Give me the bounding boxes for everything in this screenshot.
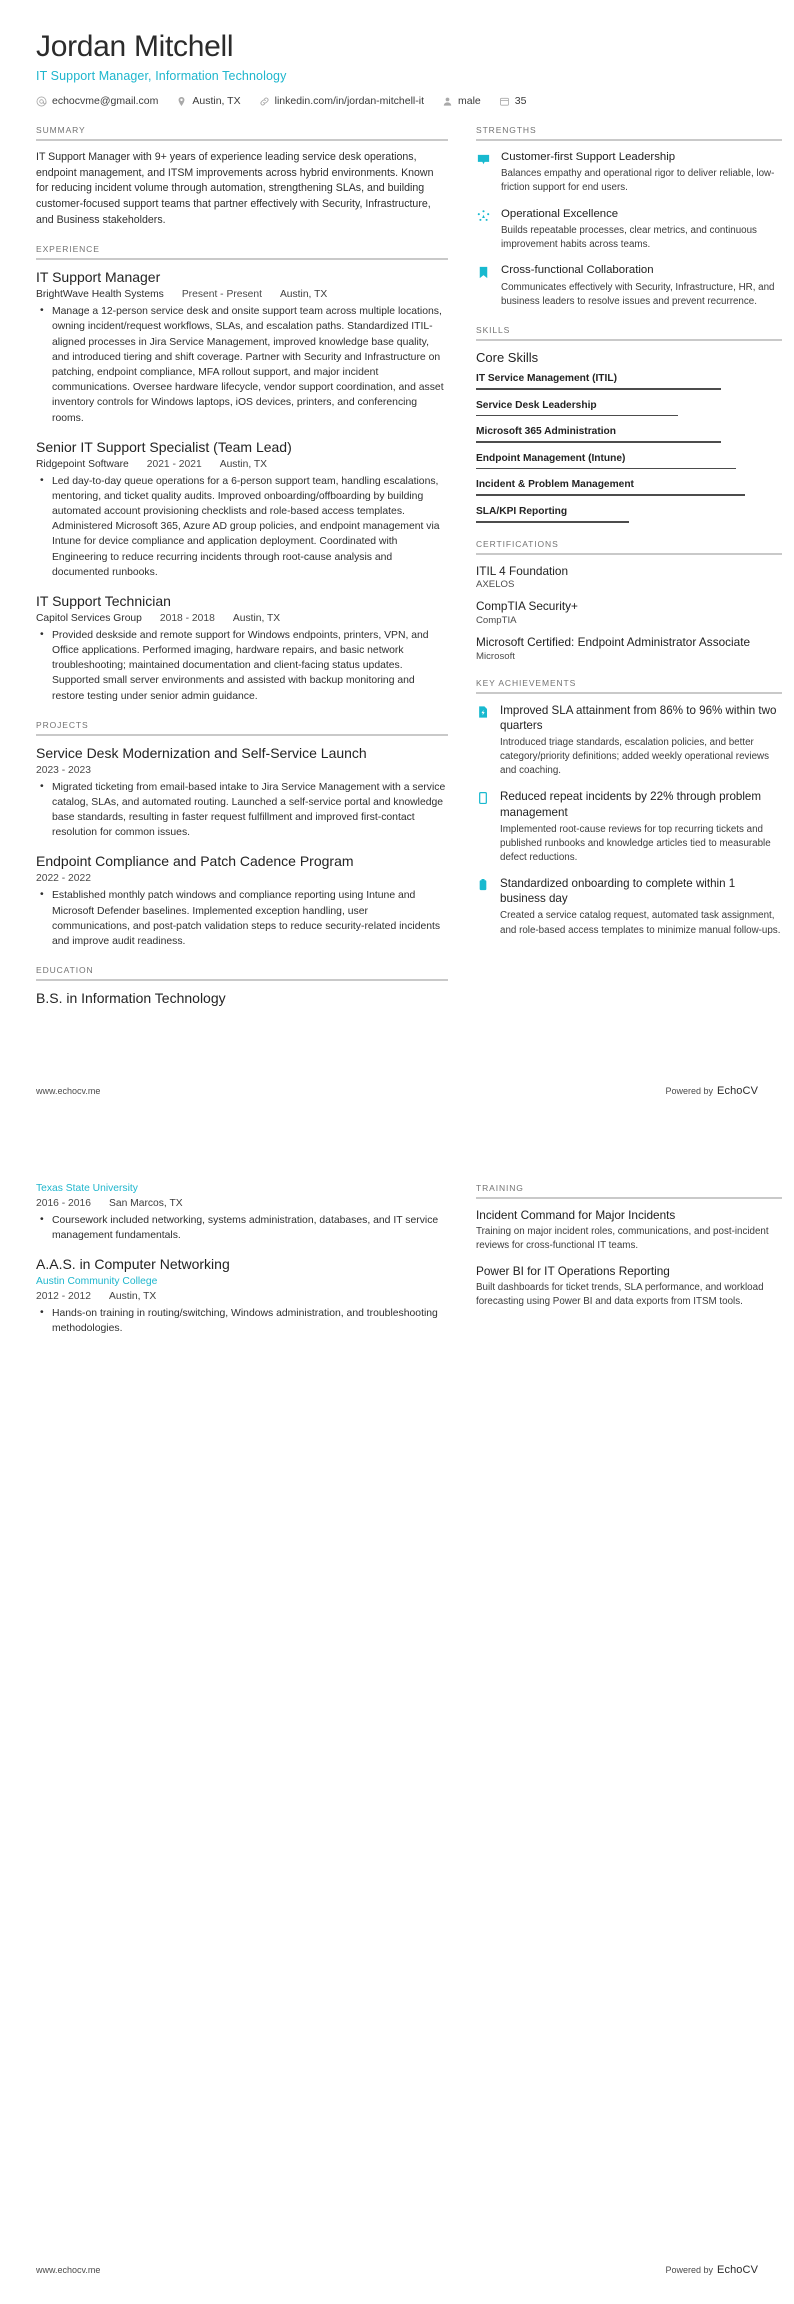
education-school: Austin Community College (36, 1276, 158, 1288)
section-training (476, 1183, 782, 1309)
achievement-desc: Created a service catalog request, automated task assignment, and role-based access templates to minimize manual follow-ups. (500, 910, 781, 936)
experience-dates: 2018 - 2018 (159, 612, 215, 624)
experience-bullets (36, 628, 448, 704)
skill-level-bar (476, 388, 721, 390)
certification-name: ITIL 4 Foundation (476, 563, 569, 578)
section-certifications (476, 539, 782, 662)
bullet-item: • Led day-to-day queue operations for a 6-person support team, handling escalations, mentoring, and ticket quality audits. Improved onboarding/offboarding by building automated account provisioning checklists and role-based access templates. Administered Microsoft 365, Azure AD group policies, and endpoint management via Intune for device compliance and application deployment. Coordinated with Engineering to reduce recurring incidents through root-cause analysis and documented runbooks. (50, 474, 448, 580)
clipboard-icon (476, 876, 490, 938)
contact-row (36, 95, 758, 107)
skill-level-bar (476, 494, 745, 496)
experience-entry (36, 269, 448, 425)
section-divider (36, 258, 448, 260)
education-meta (36, 1276, 448, 1287)
contact-email-text: echocvme@gmail.com (52, 95, 159, 107)
section-divider (36, 979, 448, 981)
project-dates: 2023 - 2023 (36, 764, 91, 776)
page-1-footer (36, 1085, 758, 1097)
strength-title: Operational Excellence (501, 207, 619, 220)
skill-item (476, 506, 782, 523)
email-icon (36, 96, 47, 107)
footer-website[interactable]: www.echocv.me (36, 1086, 101, 1096)
footer-website[interactable]: www.echocv.me (36, 2265, 101, 2275)
education-entry (36, 1256, 448, 1336)
training-item (476, 1208, 782, 1253)
education-bullets (36, 1213, 448, 1243)
candidate-name: Jordan Mitchell (36, 30, 234, 63)
experience-meta (36, 613, 448, 624)
footer-powered-by-label: Powered by (665, 1086, 714, 1096)
certification-name: CompTIA Security+ (476, 599, 578, 614)
bullet-item: • Migrated ticketing from email-based intake to Jira Service Management with a service catalog, SLAs, and automated routing. Launched a self-service portal and knowledge base standards, resulting in faster request fulfillment and improved first-contact resolution for common issues. (50, 780, 448, 841)
left-column-page-2 (36, 1183, 448, 1353)
bullet-item: • Manage a 12-person service desk and onsite support team across multiple locations, owning incident/request workflows, SLAs, and escalation paths. Standardized ITIL-aligned processes in Jira Service Management, improved knowledge base quality, and introduced tiering and shift coverage. Partner with Security and Infrastructure on patching, endpoint compliance, MFA rollout support, and major incident communications. Oversee hardware lifecycle, vendor support coordination, and asset inventory controls for Windows laptops, iOS devices, printers, and conferencing rooms. (50, 304, 448, 426)
contact-linkedin-text: linkedin.com/in/jordan-mitchell-it (274, 95, 424, 107)
certification-issuer: CompTIA (476, 615, 517, 626)
certifications-section-title: CERTIFICATIONS (476, 538, 559, 549)
speech-bubble-icon (476, 150, 491, 196)
section-education-continued (36, 1183, 448, 1337)
left-column (36, 125, 448, 1024)
skill-level-bar (476, 468, 736, 470)
section-divider (476, 692, 782, 694)
certification-issuer: AXELOS (476, 579, 515, 591)
strength-title: Cross-functional Collaboration (501, 264, 654, 277)
projects-section-title: PROJECTS (36, 719, 89, 730)
achievement-item (476, 703, 782, 779)
education-entry (36, 1183, 448, 1243)
experience-org: Ridgepoint Software (36, 458, 129, 470)
section-experience (36, 244, 448, 703)
education-entry (36, 990, 448, 1008)
skill-name: Service Desk Leadership (476, 399, 597, 411)
achievement-title: Improved SLA attainment from 86% to 96% within two quarters (500, 703, 777, 732)
bullet-item: • Provided deskside and remote support for Windows endpoints, printers, VPN, and Office applications. Performed imaging, hardware repairs, and basic network troubleshooting; maintained documentation and client-facing status updates. Supported small server environments and assisted with backup monitoring and restore testing under senior admin guidance. (50, 628, 448, 704)
target-dots-icon (476, 207, 491, 253)
section-divider (476, 1197, 782, 1199)
certification-item (476, 599, 782, 626)
education-location: San Marcos, TX (108, 1198, 183, 1209)
training-section-title: TRAINING (476, 1183, 524, 1193)
section-education (36, 965, 448, 1008)
strength-item (476, 263, 782, 309)
contact-location-text: Austin, TX (192, 95, 241, 107)
footer-powered-by-label: Powered by (665, 2265, 714, 2275)
section-divider (476, 139, 782, 141)
skill-item (476, 453, 782, 470)
experience-meta (36, 459, 448, 470)
experience-bullets (36, 474, 448, 580)
experience-meta (36, 289, 448, 300)
skills-group-title: Core Skills (476, 349, 539, 365)
experience-bullets (36, 304, 448, 426)
skill-level-bar (476, 441, 721, 443)
achievement-item (476, 876, 782, 938)
training-item (476, 1264, 782, 1309)
education-degree: A.A.S. in Computer Networking (36, 1256, 230, 1273)
page-1-columns (36, 125, 781, 1024)
project-meta (36, 765, 448, 776)
education-section-title: EDUCATION (36, 965, 94, 976)
contact-email[interactable] (36, 95, 158, 107)
contact-age (499, 95, 527, 107)
experience-section-title: EXPERIENCE (36, 244, 100, 255)
certification-item (476, 564, 782, 591)
project-entry (36, 853, 448, 949)
strengths-section-title: STRENGTHS (476, 125, 537, 135)
certification-name: Microsoft Certified: Endpoint Administrator Associate (476, 635, 751, 649)
calendar-icon (499, 96, 510, 107)
skill-name: Endpoint Management (Intune) (476, 452, 626, 464)
strength-desc: Builds repeatable processes, clear metrics, and continuous improvement habits across teams. (501, 224, 757, 251)
training-name: Incident Command for Major Incidents (476, 1208, 676, 1222)
right-column (476, 125, 782, 954)
achievement-title: Reduced repeat incidents by 22% through problem management (500, 790, 762, 819)
project-bullets (36, 780, 448, 841)
experience-org: BrightWave Health Systems (36, 289, 164, 301)
footer-brand-name: EchoCV (717, 2264, 758, 2276)
document-bolt-icon (476, 703, 490, 779)
person-icon (442, 96, 453, 107)
experience-entry (36, 439, 448, 580)
experience-entry (36, 593, 448, 704)
project-bullets (36, 888, 448, 949)
resume-page-2 (0, 1183, 794, 2304)
page-2-footer (36, 2264, 758, 2276)
page-2-columns (36, 1183, 769, 1353)
right-column-page-2 (476, 1183, 782, 1325)
skill-name: IT Service Management (ITIL) (476, 372, 617, 384)
skill-level-bar (476, 415, 678, 417)
education-degree: B.S. in Information Technology (36, 990, 226, 1007)
section-key-achievements (476, 678, 782, 938)
location-pin-icon (176, 96, 187, 107)
strength-desc: Balances empathy and operational rigor to deliver reliable, low-friction support for end users. (501, 168, 775, 194)
section-projects (36, 720, 448, 949)
resume-header (36, 0, 758, 107)
experience-dates: 2021 - 2021 (146, 458, 202, 470)
bullet-item: • Established monthly patch windows and compliance reporting using Intune and Microsoft Defender baselines. Implemented exception handling, user communications, and post-patch validation steps to reduce security-related incidents and improve audit readiness. (50, 888, 448, 949)
section-strengths (476, 125, 782, 309)
training-desc: Training on major incident roles, communications, and post-incident reviews for cross-functional IT teams. (476, 1225, 769, 1251)
skill-item (476, 426, 782, 443)
footer-brand (666, 1085, 758, 1097)
training-desc: Built dashboards for ticket trends, SLA performance, and workload forecasting using Power BI and data exports from ITSM tools. (476, 1281, 764, 1308)
summary-section-title: SUMMARY (36, 125, 86, 135)
project-entry (36, 745, 448, 841)
section-summary (36, 125, 448, 228)
experience-role: Senior IT Support Specialist (Team Lead) (36, 438, 292, 455)
achievement-item (476, 789, 782, 865)
strength-desc: Communicates effectively with Security, Infrastructure, HR, and business leaders to resolve issues and prevent recurrence. (501, 281, 775, 307)
experience-role: IT Support Manager (36, 269, 161, 286)
certification-item (476, 635, 782, 662)
education-location: Austin, TX (108, 1291, 157, 1303)
contact-location (176, 95, 240, 107)
contact-gender (442, 95, 481, 107)
skill-level-bar (476, 521, 629, 523)
section-divider (36, 734, 448, 736)
skill-item (476, 479, 782, 496)
education-bullets (36, 1306, 448, 1336)
experience-location: Austin, TX (232, 612, 281, 624)
strength-title: Customer-first Support Leadership (501, 151, 676, 163)
strength-item (476, 207, 782, 253)
project-name: Service Desk Modernization and Self-Service Launch (36, 744, 367, 761)
link-icon (259, 96, 270, 107)
skill-name: Microsoft 365 Administration (476, 426, 617, 438)
project-dates: 2022 - 2022 (36, 873, 91, 885)
education-dates: 2016 - 2016 (36, 1198, 91, 1209)
bookmark-icon (476, 263, 491, 309)
achievement-title: Standardized onboarding to complete within 1 business day (500, 877, 736, 906)
achievement-desc: Introduced triage standards, escalation policies, and better category/priority definitions; added weekly operational reviews and coaching. (500, 736, 770, 777)
experience-dates: Present - Present (181, 289, 262, 301)
resume-page-1 (0, 0, 794, 1125)
candidate-headline: IT Support Manager, Information Technology (36, 69, 287, 83)
footer-brand (666, 2264, 758, 2276)
education-meta-dates (36, 1291, 448, 1302)
education-dates: 2012 - 2012 (36, 1291, 91, 1303)
summary-text: IT Support Manager with 9+ years of experience leading service desk operations, endpoint management, and ITSM improvements across hybrid environments. Known for reducing incident volume through automation, strengthening SLAs, and building customer-focused support teams that partner effectively with Security, Infrastructure, and Business stakeholders. (36, 151, 434, 226)
experience-org: Capitol Services Group (36, 612, 142, 624)
contact-gender-text: male (458, 95, 481, 107)
section-skills (476, 325, 782, 523)
bullet-item: • Hands-on training in routing/switching, Windows administration, and troubleshooting methodologies. (50, 1306, 448, 1336)
bullet-item: • Coursework included networking, systems administration, databases, and IT service management fundamentals. (50, 1213, 448, 1243)
project-name: Endpoint Compliance and Patch Cadence Program (36, 853, 354, 870)
section-divider (476, 339, 782, 341)
education-meta (36, 1183, 448, 1194)
experience-location: Austin, TX (279, 289, 328, 301)
project-meta (36, 873, 448, 884)
skill-item (476, 373, 782, 390)
mobile-device-icon (476, 789, 490, 865)
experience-role: IT Support Technician (36, 592, 171, 609)
strength-item (476, 150, 782, 196)
achievements-section-title: KEY ACHIEVEMENTS (476, 677, 577, 688)
education-meta-dates (36, 1198, 448, 1209)
skills-section-title: SKILLS (476, 324, 511, 335)
skill-name: Incident & Problem Management (476, 479, 634, 491)
skill-item (476, 400, 782, 417)
achievement-desc: Implemented root-cause reviews for top recurring tickets and published runbooks and knowledge articles tied to measurable defect reductions. (500, 823, 771, 863)
education-school: Texas State University (36, 1183, 138, 1194)
contact-linkedin[interactable] (259, 95, 424, 107)
training-name: Power BI for IT Operations Reporting (476, 1264, 670, 1279)
certification-issuer: Microsoft (476, 650, 515, 662)
section-divider (476, 553, 782, 555)
section-divider (36, 139, 448, 141)
experience-location: Austin, TX (219, 458, 268, 470)
footer-brand-name: EchoCV (717, 1085, 758, 1097)
skill-name: SLA/KPI Reporting (476, 505, 568, 517)
contact-age-text: 35 (514, 95, 527, 107)
